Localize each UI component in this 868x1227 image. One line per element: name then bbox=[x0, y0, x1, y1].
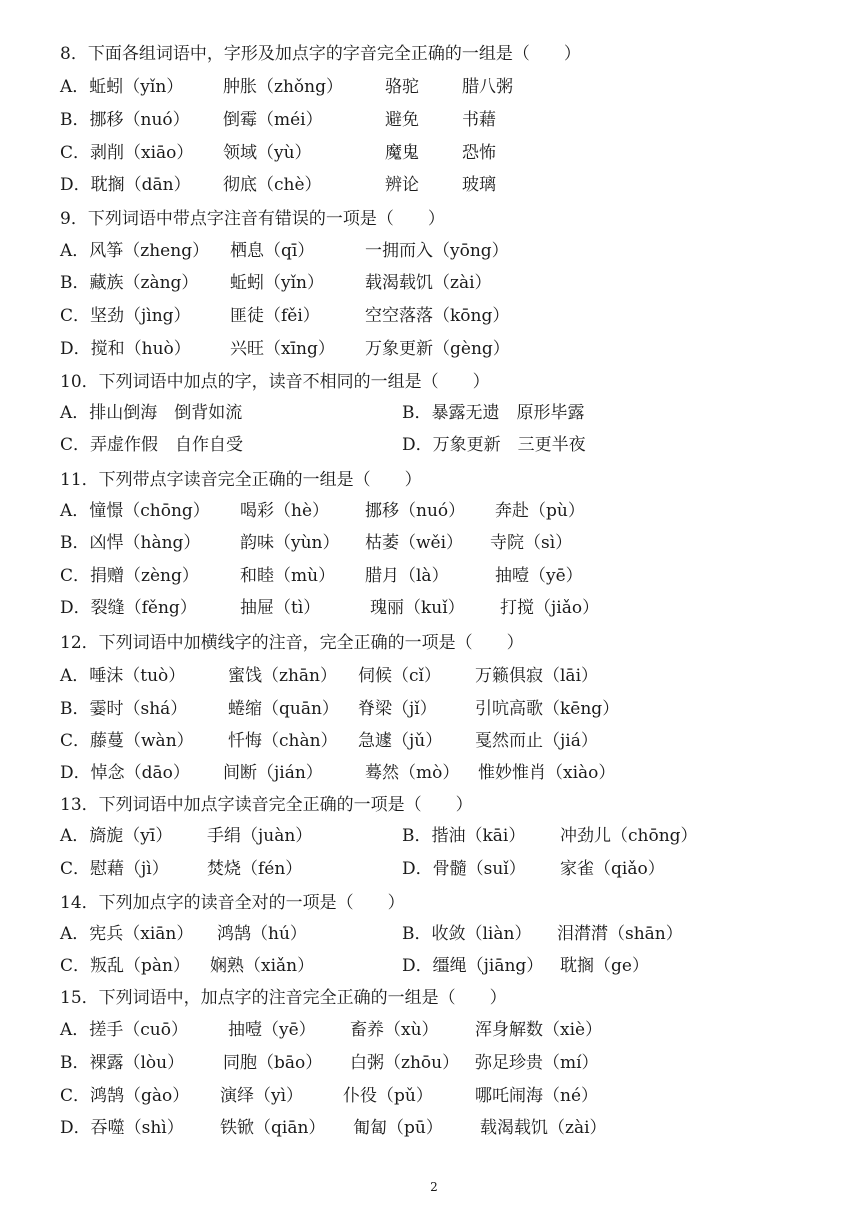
option-cell: 领域（yù） bbox=[223, 143, 312, 163]
option-cell: 家雀（qiǎo） bbox=[560, 859, 665, 879]
option-cell: D．耽搁（dān） bbox=[60, 175, 191, 195]
option-cell: 彻底（chè） bbox=[223, 175, 322, 195]
option-cell: 引吭高歌（kēng） bbox=[475, 699, 620, 719]
option-cell: 急遽（jǔ） bbox=[358, 731, 443, 751]
option-cell: D．裂缝（fěng） bbox=[60, 598, 197, 618]
option-cell: 蚯蚓（yǐn） bbox=[230, 273, 324, 293]
option-cell: 蓦然（mò） bbox=[365, 763, 460, 783]
option-cell: D．悼念（dāo） bbox=[60, 763, 190, 783]
option-cell: 腊月（là） bbox=[365, 566, 449, 586]
option-cell: C．坚劲（jìng） bbox=[60, 306, 191, 326]
option-cell: C．弄虚作假 自作自受 bbox=[60, 435, 244, 455]
option-cell: D．吞噬（shì） bbox=[60, 1118, 184, 1138]
option-cell: 载渴载饥（zài） bbox=[365, 273, 492, 293]
option-cell: D．骨髓（suǐ） bbox=[402, 859, 526, 879]
option-cell: 戛然而止（jiá） bbox=[475, 731, 598, 751]
option-cell: 寺院（sì） bbox=[490, 533, 573, 553]
option-cell: 焚烧（fén） bbox=[207, 859, 303, 879]
option-cell: B．藏族（zàng） bbox=[60, 273, 199, 293]
option-cell: 肿胀（zhǒng） bbox=[223, 77, 343, 97]
option-cell: 忏悔（chàn） bbox=[228, 731, 338, 751]
option-cell: C．捐赠（zèng） bbox=[60, 566, 199, 586]
option-cell: 玻璃 bbox=[462, 175, 496, 195]
option-cell: 抽噎（yē） bbox=[228, 1020, 316, 1040]
option-cell: 仆役（pǔ） bbox=[343, 1086, 433, 1106]
option-cell: 惟妙惟肖（xiào） bbox=[478, 763, 616, 783]
option-cell: 冲劲儿（chōng） bbox=[560, 826, 698, 846]
option-cell: 畜养（xù） bbox=[350, 1020, 439, 1040]
option-cell: A．蚯蚓（yǐn） bbox=[60, 77, 184, 97]
option-cell: 打搅（jiǎo） bbox=[500, 598, 600, 618]
question-15-stem: 15．下列词语中，加点字的注音完全正确的一组是（ ） bbox=[60, 988, 507, 1008]
option-cell: B．暴露无遗 原形毕露 bbox=[402, 403, 585, 423]
option-cell: 匍匐（pū） bbox=[353, 1118, 443, 1138]
option-cell: C．鸿鹄（gào） bbox=[60, 1086, 190, 1106]
option-cell: 演绎（yì） bbox=[220, 1086, 304, 1106]
option-cell: 避免 bbox=[385, 110, 419, 130]
option-cell: 蜷缩（quān） bbox=[228, 699, 339, 719]
question-11-stem: 11．下列带点字读音完全正确的一组是（ ） bbox=[60, 470, 422, 490]
option-cell: 娴熟（xiǎn） bbox=[210, 956, 315, 976]
option-cell: 骆驼 bbox=[385, 77, 419, 97]
option-cell: 同胞（bāo） bbox=[223, 1053, 323, 1073]
option-cell: 兴旺（xīng） bbox=[230, 339, 335, 359]
question-12-stem: 12．下列词语中加横线字的注音，完全正确的一项是（ ） bbox=[60, 633, 524, 653]
option-cell: 枯萎（wěi） bbox=[365, 533, 464, 553]
option-cell: 魔鬼 bbox=[385, 143, 419, 163]
option-cell: 脊梁（jǐ） bbox=[358, 699, 437, 719]
option-cell: 抽噎（yē） bbox=[495, 566, 583, 586]
option-cell: 耽搁（ge） bbox=[560, 956, 649, 976]
option-cell: 弥足珍贵（mí） bbox=[475, 1053, 599, 1073]
option-cell: B．揩油（kāi） bbox=[402, 826, 526, 846]
question-9-stem: 9．下列词语中带点字注音有错误的一项是（ ） bbox=[60, 209, 445, 229]
option-cell: 伺候（cǐ） bbox=[358, 666, 441, 686]
option-cell: C．叛乱（pàn） bbox=[60, 956, 190, 976]
option-cell: 鸿鹄（hú） bbox=[217, 924, 307, 944]
option-cell: D．万象更新 三更半夜 bbox=[402, 435, 586, 455]
option-cell: A．憧憬（chōng） bbox=[60, 501, 210, 521]
option-cell: B．裸露（lòu） bbox=[60, 1053, 185, 1073]
option-cell: 恐怖 bbox=[462, 143, 496, 163]
option-cell: A．搓手（cuō） bbox=[60, 1020, 188, 1040]
option-cell: 栖息（qī） bbox=[230, 241, 315, 261]
option-cell: B．收敛（liàn） bbox=[402, 924, 532, 944]
option-cell: 哪吒闹海（né） bbox=[475, 1086, 599, 1106]
option-cell: A．旖旎（yī） bbox=[60, 826, 173, 846]
option-cell: 腊八粥 bbox=[462, 77, 513, 97]
option-cell: C．藤蔓（wàn） bbox=[60, 731, 194, 751]
option-cell: 万籁俱寂（lāi） bbox=[475, 666, 599, 686]
option-cell: B．霎时（shá） bbox=[60, 699, 188, 719]
option-cell: 空空落落（kōng） bbox=[365, 306, 510, 326]
page-number: 2 bbox=[430, 1180, 438, 1194]
option-cell: B．凶悍（hàng） bbox=[60, 533, 201, 553]
option-cell: A．宪兵（xiān） bbox=[60, 924, 194, 944]
option-cell: 浑身解数（xiè） bbox=[475, 1020, 603, 1040]
option-cell: 手绢（juàn） bbox=[207, 826, 313, 846]
option-cell: 奔赴（pù） bbox=[495, 501, 585, 521]
option-cell: 瑰丽（kuǐ） bbox=[370, 598, 465, 618]
option-cell: A．风筝（zheng） bbox=[60, 241, 210, 261]
option-cell: A．排山倒海 倒背如流 bbox=[60, 403, 243, 423]
option-cell: 铁锨（qiān） bbox=[220, 1118, 326, 1138]
option-cell: 一拥而入（yōng） bbox=[365, 241, 509, 261]
option-cell: D．缰绳（jiāng） bbox=[402, 956, 544, 976]
option-cell: 万象更新（gèng） bbox=[365, 339, 510, 359]
option-cell: A．唾沫（tuò） bbox=[60, 666, 186, 686]
option-cell: D．搅和（huò） bbox=[60, 339, 191, 359]
option-cell: 挪移（nuó） bbox=[365, 501, 466, 521]
question-8-stem: 8．下面各组词语中，字形及加点字的字音完全正确的一组是（ ） bbox=[60, 44, 581, 64]
option-cell: C．慰藉（jì） bbox=[60, 859, 169, 879]
option-cell: 倒霉（méi） bbox=[223, 110, 323, 130]
option-cell: 白粥（zhōu） bbox=[350, 1053, 460, 1073]
option-cell: 泪潸潸（shān） bbox=[557, 924, 683, 944]
option-cell: 载渴载饥（zài） bbox=[480, 1118, 607, 1138]
question-14-stem: 14．下列加点字的读音全对的一项是（ ） bbox=[60, 893, 405, 913]
option-cell: 匪徒（fěi） bbox=[230, 306, 320, 326]
option-cell: 抽屉（tì） bbox=[240, 598, 321, 618]
option-cell: C．剥削（xiāo） bbox=[60, 143, 194, 163]
option-cell: 和睦（mù） bbox=[240, 566, 336, 586]
option-cell: 间断（jián） bbox=[223, 763, 323, 783]
question-10-stem: 10．下列词语中加点的字，读音不相同的一组是（ ） bbox=[60, 372, 490, 392]
question-13-stem: 13．下列词语中加点字读音完全正确的一项是（ ） bbox=[60, 795, 473, 815]
option-cell: 书藉 bbox=[462, 110, 496, 130]
option-cell: 蜜饯（zhān） bbox=[228, 666, 337, 686]
option-cell: B．挪移（nuó） bbox=[60, 110, 190, 130]
option-cell: 辨论 bbox=[385, 175, 419, 195]
option-cell: 韵味（yùn） bbox=[240, 533, 340, 553]
option-cell: 喝彩（hè） bbox=[240, 501, 330, 521]
